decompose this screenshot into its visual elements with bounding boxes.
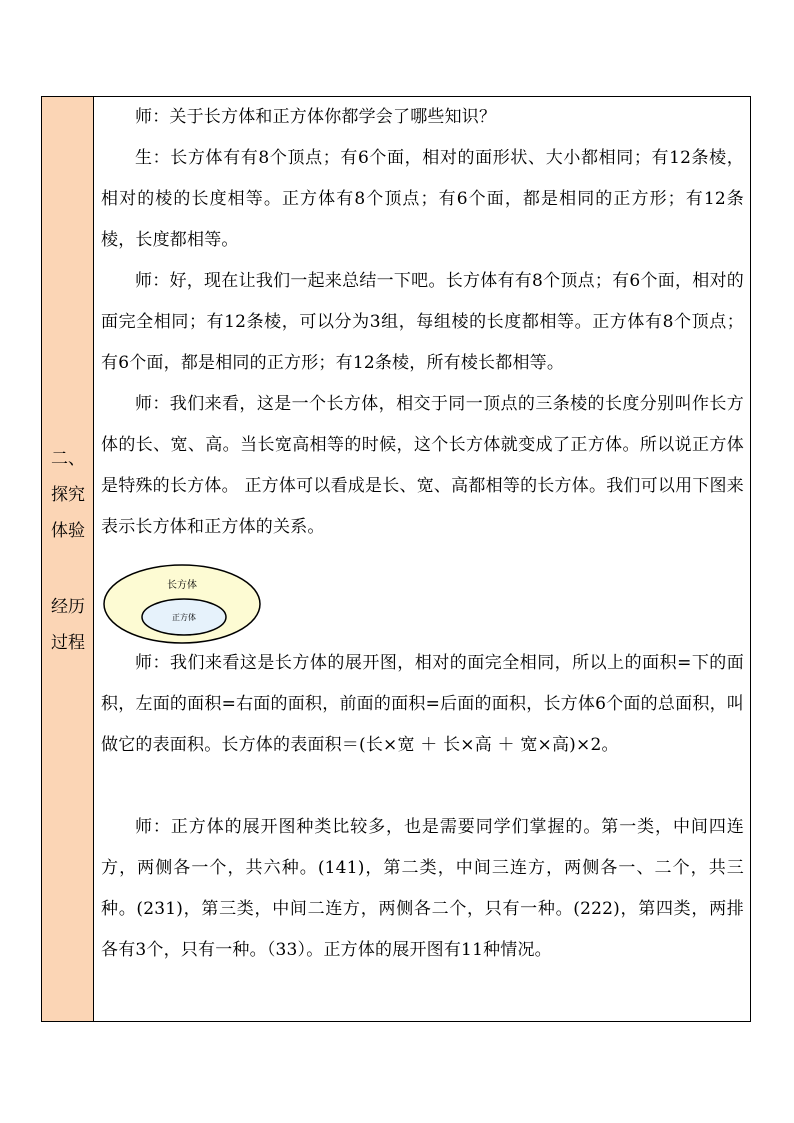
dialogue-paragraph: 生：长方体有有8个顶点；有6个面，相对的面形状、大小都相同；有12条棱，相对的棱的长度相等。正方体有8个顶点；有6个面，都是相同的正方形；有12条棱，长度都相等。 (101, 148, 744, 250)
dialogue-paragraph: 师：我们来看，这是一个长方体，相交于同一顶点的三条棱的长度分别叫作长方体的长、宽、高。当长宽高相等的时候，这个长方体就变成了正方体。所以说正方体是特殊的长方体。 正方体可以看成是长、宽、高都相等的长方体。我们可以用下图来表示长方体和正方体的关系。 (101, 394, 744, 537)
venn-diagram (102, 563, 262, 645)
stage-column (42, 97, 94, 1021)
stage-label-line: 二、 (51, 449, 85, 469)
lesson-table (41, 96, 751, 1022)
dialogue-paragraph: 师：关于长方体和正方体你都学会了哪些知识？ (135, 107, 497, 127)
stage-label-line: 探究 (51, 485, 85, 505)
stage-label-line: 经历 (51, 597, 85, 617)
stage-label-line: 过程 (51, 633, 85, 653)
dialogue-paragraph: 师：好，现在让我们一起来总结一下吧。长方体有有8个顶点；有6个面，相对的面完全相同；有12条棱，可以分为3组，每组棱的长度都相等。正方体有8个顶点；有6个面，都是相同的正方形；有12条棱，所有棱长都相等。 (101, 271, 744, 373)
dialogue-paragraph: 师：正方体的展开图种类比较多，也是需要同学们掌握的。第一类，中间四连方，两侧各一个，共六种。(141)，第二类，中间三连方，两侧各一、二个，共三种。(231)，第三类，中间二连方，两侧各二个，只有一种。(222)，第四类，两排各有3个，只有一种。（33）。正方体的展开图有11种情况。 (101, 817, 744, 960)
content-column (94, 97, 750, 1021)
cuboid-label: 长方体 (167, 580, 197, 591)
stage-label (42, 441, 94, 661)
dialogue-paragraph: 师：我们来看这是长方体的展开图，相对的面完全相同，所以上的面积=下的面积，左面的面积=右面的面积，前面的面积=后面的面积，长方体6个面的总面积，叫做它的表面积。长方体的表面积＝(长×宽 ＋ 长×高 ＋ 宽×高)×2。 (101, 653, 744, 755)
cube-label: 正方体 (172, 613, 196, 622)
stage-label-line: 体验 (51, 521, 85, 541)
